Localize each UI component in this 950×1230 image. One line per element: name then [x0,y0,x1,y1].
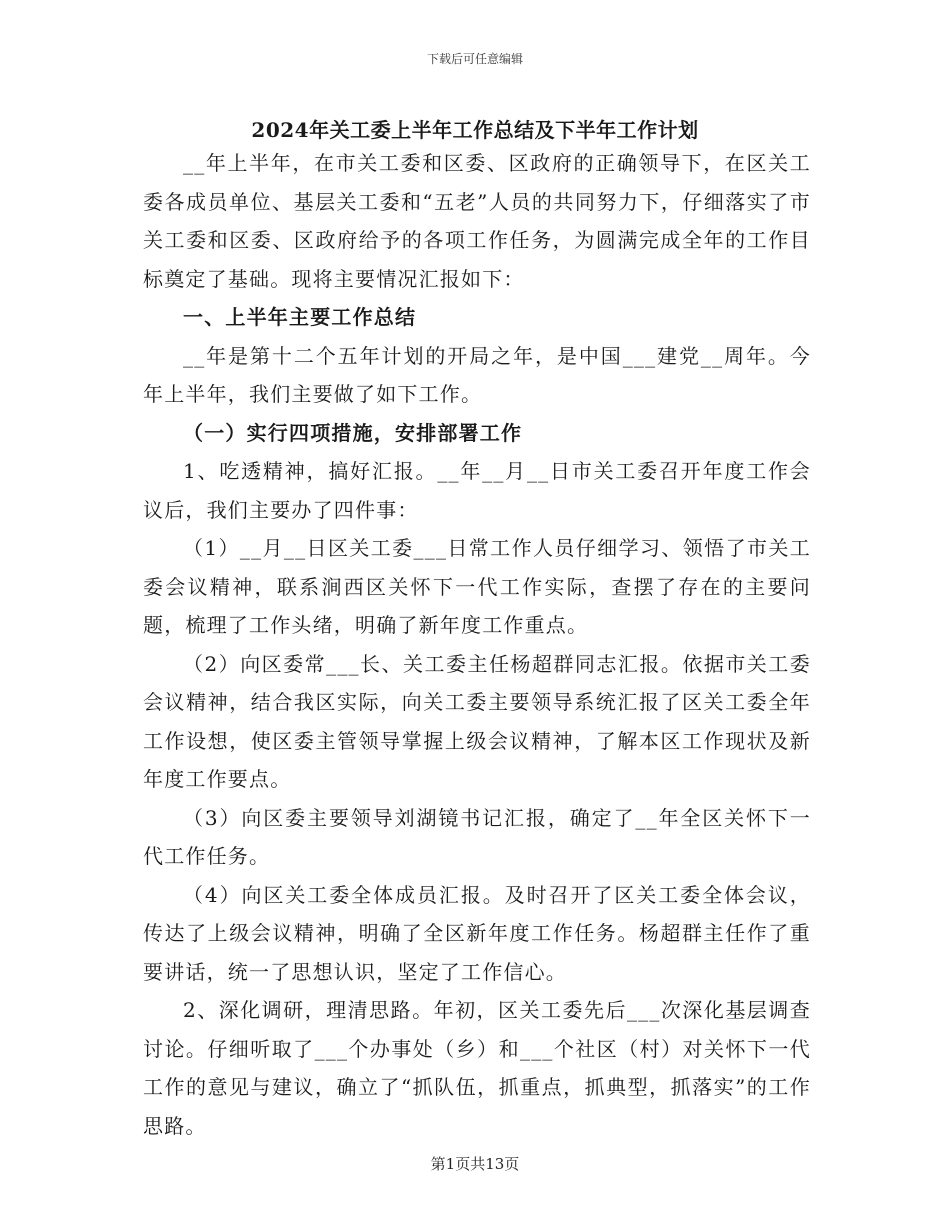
section-heading: 一、上半年主要工作总结 [183,305,417,329]
list-item-paragraph: （2）向区委常___长、关工委主任杨超群同志汇报。依据市关工委会议精神，结合我区实际，向关工委主要领导系统汇报了区关工委全年工作设想，使区委主管领导掌握上级会议精神，了解本区工作现状及新年度工作要点。 [143,651,811,791]
document-title: 2024年关工委上半年工作总结及下半年工作计划 [251,118,699,142]
paragraph: 1、吃透精神，搞好汇报。__年__月__日市关工委召开年度工作会议后，我们主要办了四件事： [143,459,811,522]
list-item-paragraph: （1）__月__日区关工委___日常工作人员仔细学习、领悟了市关工委会议精神，联系涧西区关怀下一代工作实际，查摆了存在的主要问题，梳理了工作头绪，明确了新年度工作重点。 [143,536,811,637]
list-item-paragraph: （3）向区委主要领导刘湖镜书记汇报，确定了__年全区关怀下一代工作任务。 [143,805,811,868]
page-header-note: 下载后可任意编辑 [426,52,523,66]
paragraph: 2、深化调研，理清思路。年初，区关工委先后___次深化基层调查讨论。仔细听取了___个办事处（乡）和___个社区（村）对关怀下一代工作的意见与建议，确立了“抓队伍，抓重点，抓典型，抓落实”的工作思路。 [143,998,811,1138]
list-item-paragraph: （4）向区关工委全体成员汇报。及时召开了区关工委全体会议，传达了上级会议精神，明确了全区新年度工作任务。杨超群主任作了重要讲话，统一了思想认识，坚定了工作信心。 [143,882,811,984]
intro-paragraph: __年上半年，在市关工委和区委、区政府的正确领导下，在区关工委各成员单位、基层关工委和“五老”人员的共同努力下，仔细落实了市关工委和区委、区政府给予的各项工作任务，为圆满完成全年的工作目标奠定了基础。现将主要情况汇报如下： [143,151,811,291]
document-body [143,144,811,1145]
page-number: 第1页共13页 [430,1155,520,1173]
subsection-heading: （一）实行四项措施，安排部署工作 [183,420,523,445]
paragraph: __年是第十二个五年计划的开局之年，是中国___建党__周年。今年上半年，我们主要做了如下工作。 [143,343,811,406]
